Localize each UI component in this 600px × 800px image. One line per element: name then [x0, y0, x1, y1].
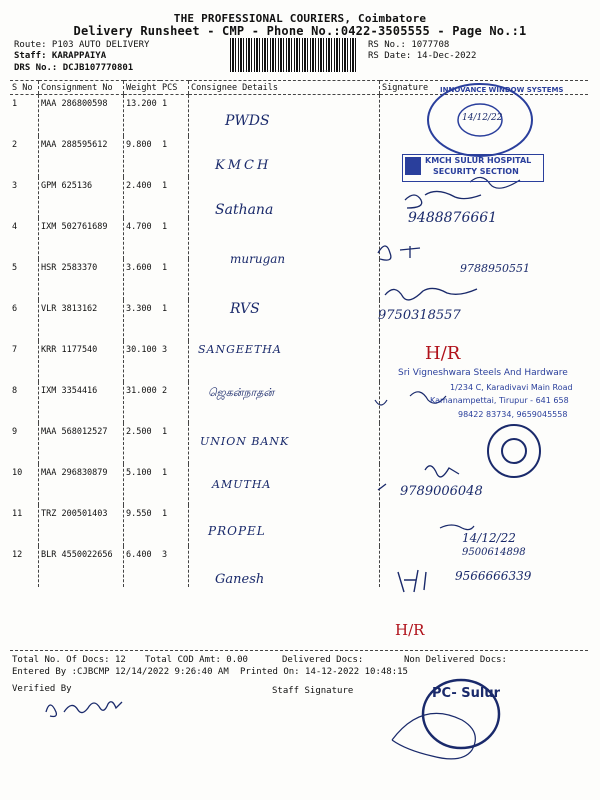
- row-weight: 2.500: [124, 423, 161, 464]
- row-sno: 2: [12, 140, 18, 150]
- route-label: Route: P103 AUTO DELIVERY: [14, 40, 150, 50]
- row-weight: 6.400: [124, 546, 161, 587]
- row-consignment-no: VLR 3813162: [39, 300, 124, 341]
- company-title: THE PROFESSIONAL COURIERS, Coimbatore: [173, 12, 427, 25]
- drs-label: DRS No.: DCJB107770801: [14, 63, 134, 73]
- consignee-handwritten-5: RVS: [230, 301, 260, 317]
- signature-date-10: 14/12/22: [462, 531, 516, 545]
- row-sno: 6: [12, 304, 18, 314]
- row-sno: 8: [12, 386, 18, 396]
- col-signature: Signature: [380, 81, 589, 95]
- consignee-handwritten-2: KMCH: [215, 158, 272, 173]
- row-weight: 2.400: [124, 177, 161, 218]
- row-consignment-no: TRZ 200501403: [39, 505, 124, 546]
- row-consignment-no: IXM 502761689: [39, 218, 124, 259]
- consignee-handwritten-11: Ganesh: [215, 572, 265, 587]
- kmch-stamp: [402, 154, 544, 182]
- row-pcs: 1: [162, 263, 168, 273]
- total-cod: Total COD Amt: 0.00: [145, 655, 248, 665]
- row-sno: 5: [12, 263, 18, 273]
- row-sno: 1: [12, 99, 18, 109]
- handover-mark-12: H/R: [395, 621, 425, 639]
- steels-stamp-phone: 98422 83734, 9659045558: [458, 410, 568, 419]
- consignee-handwritten-1: PWDS: [225, 113, 270, 129]
- row-consignment-no: MAA 568012527: [39, 423, 124, 464]
- signature-phone-11: 9566666339: [455, 569, 532, 583]
- rs-number: RS No.: 1077708: [368, 40, 450, 50]
- row-pcs: 2: [162, 386, 168, 396]
- row-pcs: 3: [162, 345, 168, 355]
- row-consignment-no: KRR 1177540: [39, 341, 124, 382]
- row-weight: 9.550: [124, 505, 161, 546]
- row-consignment-no: MAA 288595612: [39, 136, 124, 177]
- row-sno: 10: [12, 468, 23, 478]
- scribble-row3: [405, 191, 481, 208]
- row-pcs: 1: [162, 509, 168, 519]
- consignee-handwritten-7: ஜெகன்நாதன்: [208, 386, 275, 399]
- col-weight: Weight: [124, 81, 161, 95]
- round-seal-stamp: [484, 422, 544, 480]
- consignee-handwritten-10: PROPEL: [208, 524, 266, 538]
- entered-by: Entered By :CJBCMP 12/14/2022 9:26:40 AM: [12, 667, 229, 677]
- staff-label: Staff: KARAPPAIYA: [14, 51, 107, 61]
- scribble-row11: [398, 570, 426, 592]
- signature-phone-5: 9750318557: [378, 308, 461, 323]
- row-consignment-no: GPM 625136: [39, 177, 124, 218]
- col-consignment: Consignment No: [39, 81, 124, 95]
- row-consignment-no: MAA 286800598: [39, 95, 124, 137]
- consignee-handwritten-6: SANGEETHA: [198, 343, 282, 356]
- row-weight: 5.100: [124, 464, 161, 505]
- row-consignment-no: BLR 4550022656: [39, 546, 124, 587]
- verified-by: Verified By: [12, 684, 72, 694]
- row-pcs: 1: [162, 99, 168, 109]
- row-consignment-no: IXM 3354416: [39, 382, 124, 423]
- row-weight: 4.700: [124, 218, 161, 259]
- consignee-handwritten-3: Sathana: [215, 202, 274, 218]
- row-pcs: 1: [162, 140, 168, 150]
- row-pcs: 3: [162, 550, 168, 560]
- steels-stamp-address-2: Kamanampettai, Tirupur - 641 658: [430, 396, 569, 405]
- kmch-logo-icon: [405, 157, 421, 175]
- signature-phone-10: 9500614898: [462, 547, 526, 558]
- row-pcs: 1: [162, 468, 168, 478]
- col-consignee: Consignee Details: [189, 81, 380, 95]
- runsheet-subtitle: Delivery Runsheet - CMP - Phone No.:0422-3505555 - Page No.:1: [73, 24, 527, 38]
- row-weight: 9.800: [124, 136, 161, 177]
- signature-phone-9: 9789006048: [400, 484, 483, 499]
- signature-phone-3: 9488876661: [408, 210, 498, 226]
- row-sno: 11: [12, 509, 23, 519]
- row-weight: 30.100: [124, 341, 161, 382]
- row-weight: 31.000: [124, 382, 161, 423]
- delivered-docs: Delivered Docs:: [282, 655, 364, 665]
- col-sno: S No: [10, 81, 39, 95]
- steels-stamp-address-1: 1/234 C, Karadivavi Main Road: [450, 383, 573, 392]
- kmch-stamp-name: KMCH SULUR HOSPITAL: [425, 156, 532, 165]
- consignee-handwritten-9: AMUTHA: [212, 478, 272, 491]
- row-weight: 3.300: [124, 300, 161, 341]
- verified-signature: [46, 702, 122, 717]
- window-systems-stamp-text: INNOVANCE WINDOW SYSTEMS: [440, 86, 564, 94]
- row-consignment-no: MAA 296830879: [39, 464, 124, 505]
- printed-on: Printed On: 14-12-2022 10:48:15: [240, 667, 408, 677]
- kmch-stamp-section: SECURITY SECTION: [433, 167, 519, 176]
- consignee-handwritten-4: murugan: [230, 252, 286, 266]
- signature-phone-4: 9788950551: [460, 262, 530, 275]
- scribble-row4: [378, 246, 420, 260]
- scribble-row5: [385, 288, 477, 299]
- row-sno: 12: [12, 550, 23, 560]
- col-pcs: PCS: [160, 81, 189, 95]
- row-sno: 7: [12, 345, 18, 355]
- row-weight: 3.600: [124, 259, 161, 300]
- staff-signature-label: Staff Signature: [272, 686, 354, 696]
- steels-stamp-name: Sri Vigneshwara Steels And Hardware: [398, 368, 568, 378]
- row-weight: 13.200: [124, 95, 161, 137]
- handover-mark-6: H/R: [425, 343, 461, 364]
- rs-date: RS Date: 14-Dec-2022: [368, 51, 477, 61]
- non-delivered-docs: Non Delivered Docs:: [404, 655, 507, 665]
- footer-divider: [10, 650, 588, 651]
- row-sno: 9: [12, 427, 18, 437]
- row-pcs: 1: [162, 427, 168, 437]
- total-docs: Total No. Of Docs: 12: [12, 655, 126, 665]
- row-consignment-no: HSR 2583370: [39, 259, 124, 300]
- row-pcs: 1: [162, 181, 168, 191]
- row-pcs: 1: [162, 304, 168, 314]
- window-systems-stamp-date: 14/12/22: [462, 113, 503, 123]
- scribble-row10: [440, 525, 474, 530]
- consignee-handwritten-8: UNION BANK: [200, 435, 290, 448]
- row-pcs: 1: [162, 222, 168, 232]
- row-sno: 3: [12, 181, 18, 191]
- pc-sulur-stamp-text: PC- Sulur: [432, 686, 501, 701]
- scribble-row9: [378, 466, 459, 490]
- row-sno: 4: [12, 222, 18, 232]
